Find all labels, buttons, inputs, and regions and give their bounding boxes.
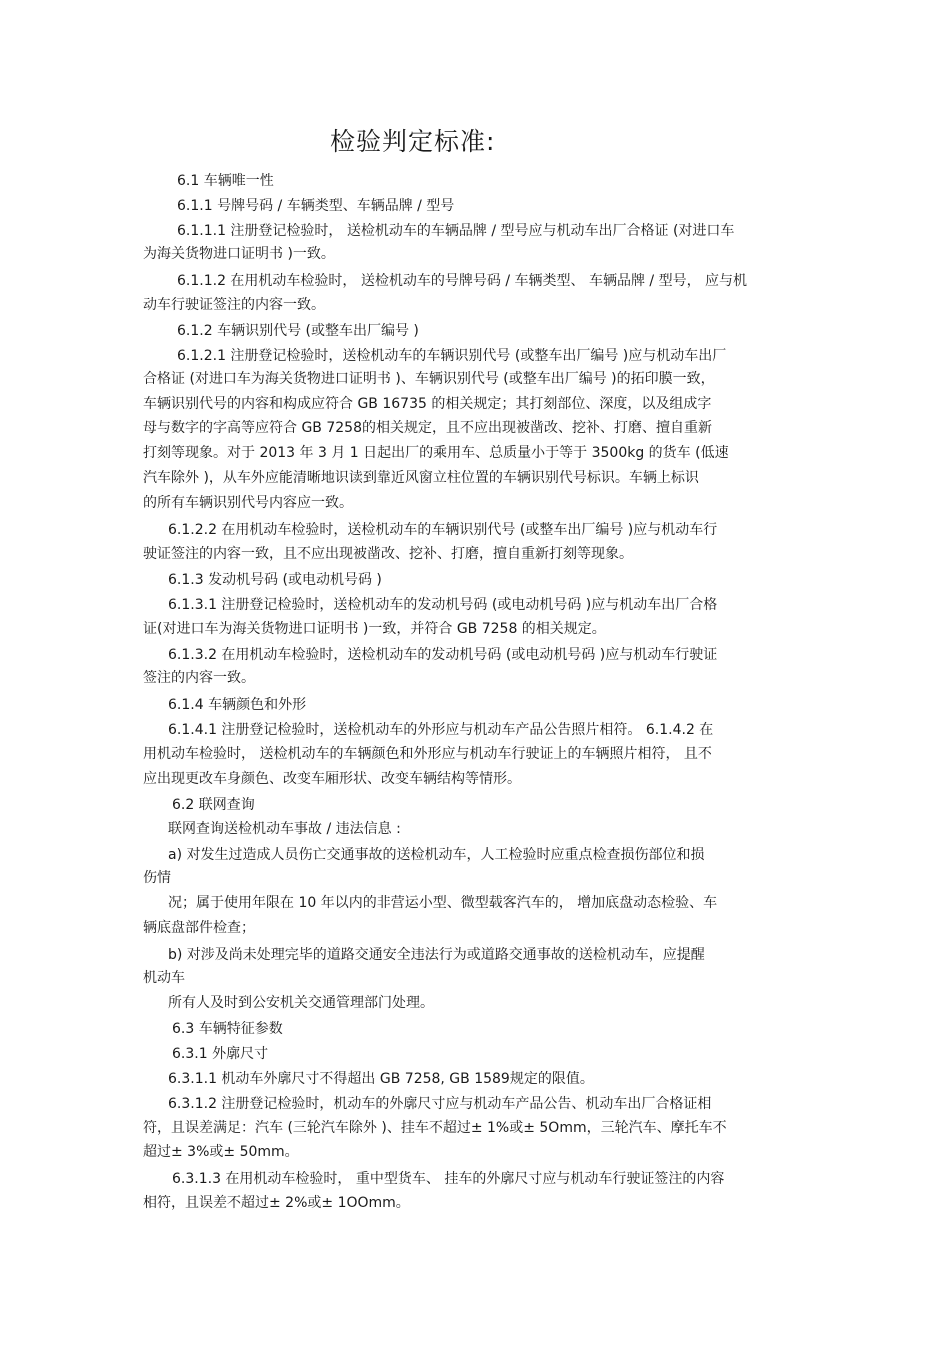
paragraph-line: 6.1.1.1 注册登记检验时， 送检机动车的车辆品牌 / 型号应与机动车出厂合格证 (对进口车	[177, 223, 735, 239]
paragraph-line: 母与数字的字高等应符合 GB 7258的相关规定，且不应出现被凿改、挖补、打磨、擅自重新	[143, 420, 712, 436]
paragraph-line: a) 对发生过造成人员伤亡交通事故的送检机动车，人工检验时应重点检查损伤部位和损	[168, 847, 705, 863]
section-heading: 6.1.2 车辆识别代号 (或整车出厂编号 )	[177, 323, 419, 339]
paragraph-line: 6.1.2.2 在用机动车检验时，送检机动车的车辆识别代号 (或整车出厂编号 )应与机动车行	[168, 522, 718, 538]
paragraph-line: b) 对涉及尚未处理完毕的道路交通安全违法行为或道路交通事故的送检机动车，应提醒	[168, 947, 705, 963]
paragraph-line: 况；属于使用年限在 10 年以内的非营运小型、微型载客汽车的， 增加底盘动态检验、车	[168, 895, 718, 911]
section-heading: 6.2 联网查询	[172, 797, 255, 813]
paragraph-line: 相符，且误差不超过± 2%或± 1OOmm。	[143, 1195, 410, 1211]
section-heading: 6.3.1 外廓尺寸	[172, 1046, 269, 1062]
paragraph-line: 签注的内容一致。	[143, 670, 255, 686]
document-title: 检验判定标准:	[330, 127, 496, 156]
paragraph-line: 6.1.4.1 注册登记检验时，送检机动车的外形应与机动车产品公告照片相符。 6.1.4.2 在	[168, 722, 714, 738]
paragraph-line: 6.1.3.1 注册登记检验时，送检机动车的发动机号码 (或电动机号码 )应与机动车出厂合格	[168, 597, 718, 613]
section-heading: 6.1.3 发动机号码 (或电动机号码 )	[168, 572, 382, 588]
section-heading: 6.3 车辆特征参数	[172, 1021, 283, 1037]
paragraph-line: 6.3.1.2 注册登记检验时，机动车的外廓尺寸应与机动车产品公告、机动车出厂合格证相	[168, 1096, 712, 1112]
paragraph-line: 伤情	[143, 870, 171, 886]
section-heading: 6.1 车辆唯一性	[177, 173, 274, 189]
paragraph-line: 辆底盘部件检查；	[143, 920, 255, 936]
paragraph-line: 6.3.1.3 在用机动车检验时， 重中型货车、 挂车的外廓尺寸应与机动车行驶证签注的内容	[172, 1171, 725, 1187]
paragraph-line: 车辆识别代号的内容和构成应符合 GB 16735 的相关规定；其打刻部位、深度，以及组成字	[143, 396, 712, 412]
paragraph-line: 证(对进口车为海关货物进口证明书 )一致，并符合 GB 7258 的相关规定。	[143, 621, 606, 637]
paragraph-line: 合格证 (对进口车为海关货物进口证明书 )、车辆识别代号 (或整车出厂编号 )的拓印膜一致，	[143, 371, 715, 387]
paragraph-line: 所有人及时到公安机关交通管理部门处理。	[168, 995, 434, 1011]
section-heading: 6.1.1 号牌号码 / 车辆类型、车辆品牌 / 型号	[177, 198, 455, 214]
paragraph-line: 打刻等现象。对于 2013 年 3 月 1 日起出厂的乘用车、总质量小于等于 3500kg 的货车 (低速	[143, 445, 729, 461]
paragraph-line: 用机动车检验时， 送检机动车的车辆颜色和外形应与机动车行驶证上的车辆照片相符， 且不	[143, 746, 712, 762]
paragraph-line: 动车行驶证签注的内容一致。	[143, 297, 325, 313]
paragraph-line: 6.1.3.2 在用机动车检验时，送检机动车的发动机号码 (或电动机号码 )应与机动车行驶证	[168, 647, 718, 663]
paragraph-line: 6.3.1.1 机动车外廓尺寸不得超出 GB 7258, GB 1589规定的限值。	[168, 1071, 594, 1087]
paragraph-line: 超过± 3%或± 50mm。	[143, 1144, 299, 1160]
paragraph-line: 联网查询送检机动车事故 / 违法信息 :	[168, 821, 401, 837]
paragraph-line: 驶证签注的内容一致，且不应出现被凿改、挖补、打磨，擅自重新打刻等现象。	[143, 546, 633, 562]
section-heading: 6.1.4 车辆颜色和外形	[168, 697, 307, 713]
paragraph-line: 为海关货物进口证明书 )一致。	[143, 246, 335, 262]
paragraph-line: 汽车除外 )，从车外应能清晰地识读到靠近风窗立柱位置的车辆识别代号标识。车辆上标识	[143, 470, 699, 486]
paragraph-line: 应出现更改车身颜色、改变车厢形状、改变车辆结构等情形。	[143, 771, 521, 787]
paragraph-line: 符，且误差满足：汽车 (三轮汽车除外 )、挂车不超过± 1%或± 5Omm，三轮汽车、摩托车不	[143, 1120, 727, 1136]
paragraph-line: 6.1.2.1 注册登记检验时，送检机动车的车辆识别代号 (或整车出厂编号 )应与机动车出厂	[177, 348, 727, 364]
paragraph-line: 机动车	[143, 970, 185, 986]
paragraph-line: 6.1.1.2 在用机动车检验时， 送检机动车的号牌号码 / 车辆类型、 车辆品牌 / 型号， 应与机	[177, 273, 748, 289]
paragraph-line: 的所有车辆识别代号内容应一致。	[143, 495, 353, 511]
